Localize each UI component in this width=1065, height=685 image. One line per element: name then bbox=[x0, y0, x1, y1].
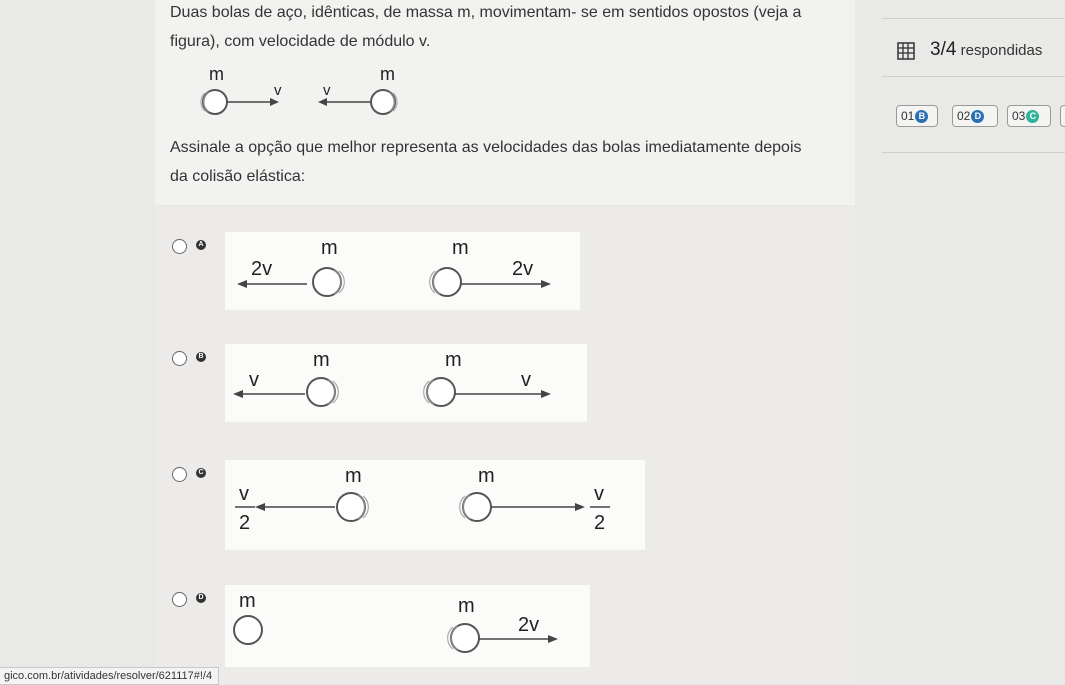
panel-bottom-divider bbox=[882, 152, 1065, 153]
progress-label: respondidas bbox=[960, 42, 1043, 59]
option-b-left-velocity: v bbox=[249, 369, 259, 391]
option-c-right-ball bbox=[460, 493, 491, 521]
figure-right-velocity: v bbox=[323, 82, 331, 99]
option-a-left-arrowhead bbox=[237, 280, 247, 288]
option-b-left-ball bbox=[307, 378, 338, 406]
option-a-right-mass: m bbox=[452, 237, 469, 259]
prompt-text-line1: Assinale a opção que melhor representa as velocidades das bolas imediatamente depois bbox=[170, 139, 802, 156]
option-b-right-velocity: v bbox=[521, 369, 531, 391]
progress-counter bbox=[930, 39, 1042, 61]
option-d-radio[interactable] bbox=[172, 592, 187, 607]
progress-answered: 3 bbox=[930, 39, 941, 60]
figure-left-velocity: v bbox=[274, 82, 282, 99]
option-a-right-velocity: 2v bbox=[512, 258, 534, 280]
figure-left-arrowhead bbox=[270, 98, 279, 106]
option-a-left-velocity: 2v bbox=[251, 258, 273, 280]
figure-right-arrowhead bbox=[318, 98, 327, 106]
answered-chip-03[interactable] bbox=[1007, 105, 1051, 127]
option-b-right-ball bbox=[424, 378, 455, 406]
option-c-left-ball bbox=[337, 493, 368, 521]
option-c-right-velocity-num: v bbox=[594, 483, 604, 505]
option-a-right-arrowhead bbox=[541, 280, 551, 288]
options-list bbox=[155, 207, 855, 683]
option-b-left-arrowhead bbox=[233, 390, 243, 398]
option-a-figure[interactable] bbox=[225, 232, 580, 310]
question-card bbox=[155, 0, 855, 205]
option-b-left-mass: m bbox=[313, 349, 330, 371]
panel-mid-divider bbox=[882, 76, 1065, 77]
figure-left-ball bbox=[201, 90, 227, 114]
option-d-left-ball bbox=[234, 616, 262, 644]
option-d-letter-badge: D bbox=[196, 593, 206, 603]
answered-chip-04-partial[interactable] bbox=[1060, 105, 1065, 127]
option-d-figure[interactable] bbox=[225, 585, 590, 667]
question-text-line2: figura), com velocidade de módulo v. bbox=[170, 33, 431, 50]
option-c-right-velocity-den: 2 bbox=[594, 512, 606, 534]
progress-total: /4 bbox=[940, 39, 957, 60]
option-c-left-velocity-den: 2 bbox=[239, 512, 251, 534]
prompt-text-line2: da colisão elástica: bbox=[170, 168, 306, 185]
option-c-left-mass: m bbox=[345, 465, 362, 487]
figure-left-mass: m bbox=[209, 64, 224, 84]
option-d-left-mass: m bbox=[239, 590, 256, 612]
figure-right-ball bbox=[371, 90, 397, 114]
option-b-letter-badge: B bbox=[196, 352, 206, 362]
option-d-right-mass: m bbox=[458, 595, 475, 617]
option-a-radio[interactable] bbox=[172, 239, 187, 254]
option-a-letter-badge: A bbox=[196, 240, 206, 250]
option-a-left-ball bbox=[313, 268, 344, 296]
grid-table-icon bbox=[897, 42, 915, 60]
answered-chip-02[interactable] bbox=[952, 105, 998, 127]
answered-chip-01-number: 01 bbox=[901, 109, 915, 123]
answered-chip-01[interactable] bbox=[896, 105, 938, 127]
option-d-right-velocity: 2v bbox=[518, 614, 540, 636]
answered-chip-03-letter: C bbox=[1026, 110, 1039, 123]
option-a-right-ball bbox=[430, 268, 461, 296]
option-c-right-mass: m bbox=[478, 465, 495, 487]
answered-chip-03-number: 03 bbox=[1012, 109, 1026, 123]
option-c-left-velocity-num: v bbox=[239, 483, 249, 505]
option-c-letter-badge: C bbox=[196, 468, 206, 478]
question-text-line1: Duas bolas de aço, idênticas, de massa m, movimentam- se em sentidos opostos (veja a bbox=[170, 4, 802, 21]
option-c-figure[interactable] bbox=[225, 460, 645, 550]
answered-chip-02-number: 02 bbox=[957, 109, 971, 123]
option-b-radio[interactable] bbox=[172, 351, 187, 366]
figure-right-mass: m bbox=[380, 64, 395, 84]
option-b-figure[interactable] bbox=[225, 344, 587, 422]
option-d-right-arrowhead bbox=[548, 635, 558, 643]
question-figure bbox=[175, 58, 475, 128]
option-c-radio[interactable] bbox=[172, 467, 187, 482]
option-b-right-mass: m bbox=[445, 349, 462, 371]
option-d-right-ball bbox=[448, 624, 479, 652]
answered-chip-02-letter: D bbox=[971, 110, 984, 123]
option-c-left-arrowhead bbox=[255, 503, 265, 511]
progress-panel bbox=[872, 0, 1065, 160]
answered-chip-01-letter: B bbox=[915, 110, 928, 123]
panel-top-divider bbox=[882, 18, 1065, 19]
status-url-bar: gico.com.br/atividades/resolver/621117#!/4 bbox=[0, 667, 219, 685]
option-c-right-arrowhead bbox=[575, 503, 585, 511]
option-a-left-mass: m bbox=[321, 237, 338, 259]
option-b-right-arrowhead bbox=[541, 390, 551, 398]
